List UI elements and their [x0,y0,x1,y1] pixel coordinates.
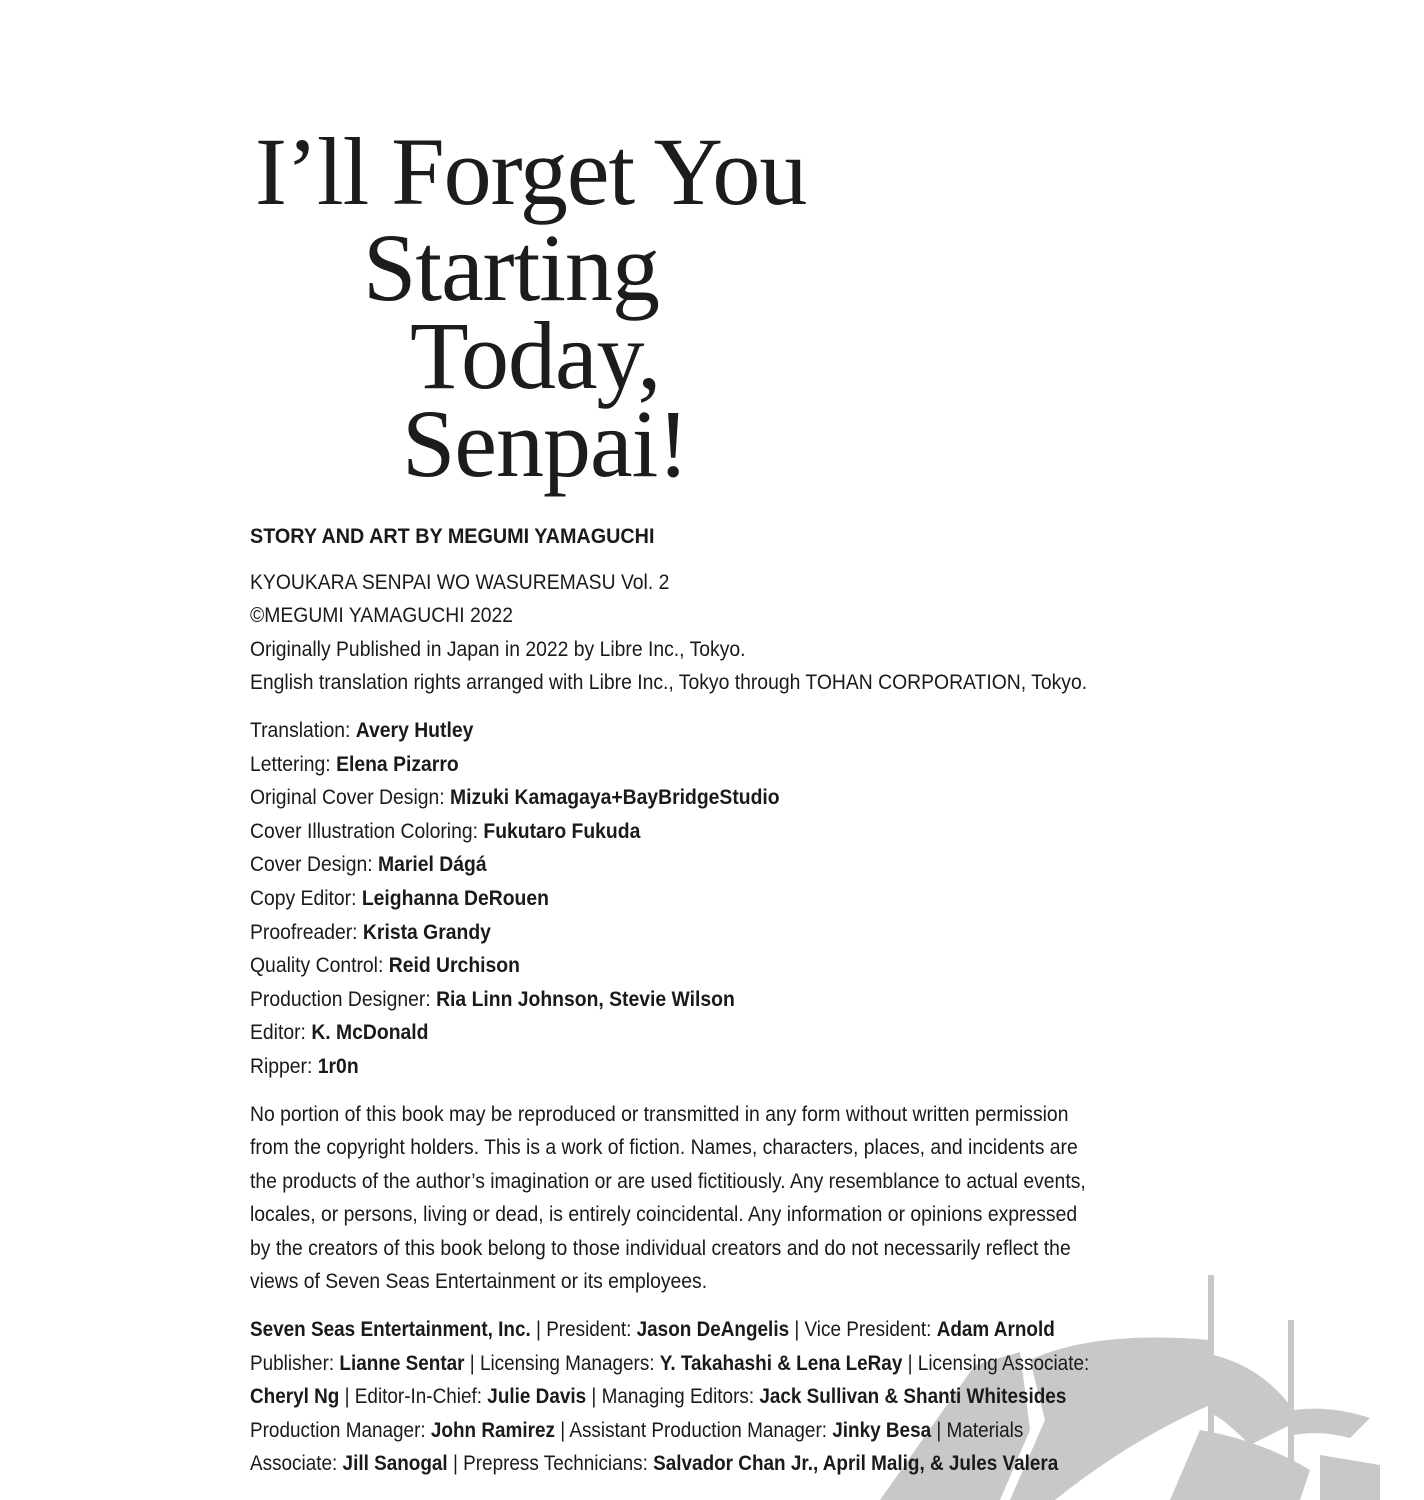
staff-name: Cheryl Ng [250,1384,340,1409]
disclaimer-line: views of Seven Seas Entertainment or its employees. [250,1269,708,1294]
staff-role: | President: [530,1317,637,1342]
company-name: Seven Seas Entertainment, Inc. [250,1317,531,1342]
staff-name: John Ramirez [430,1417,555,1442]
credit-role: Editor: [250,1020,312,1045]
credit-role: Lettering: [250,751,337,776]
title-line-2: Starting [363,214,659,321]
credit-translation [250,714,1053,748]
credit-name: Ria Linn Johnson, Stevie Wilson [436,986,735,1011]
credit-proofreader [250,916,1053,950]
credit-name: Reid Urchison [388,953,520,978]
staff-line [250,1313,1055,1347]
credit-role: Ripper: [250,1053,318,1078]
credits-list [250,714,1142,1084]
disclaimer-line: the products of the author’s imagination or are used fictitiously. Any resemblance to actual events, [250,1168,1086,1193]
credit-name: Avery Hutley [355,717,474,742]
credit-name: Mariel Dágá [377,852,487,877]
staff-role: Production Manager: [250,1417,431,1442]
staff-name: Y. Takahashi & Lena LeRay [659,1350,903,1375]
credit-lettering [250,748,1053,782]
staff-role: | Editor-In-Chief: [339,1384,488,1409]
rights-block [250,566,1142,700]
legal-disclaimer [250,1098,1142,1300]
credit-name: 1r0n [317,1053,359,1078]
staff-name: Julie Davis [487,1384,587,1409]
credit-quality-control [250,949,1053,983]
credit-name: Krista Grandy [362,919,491,944]
credit-copy-editor [250,882,1053,916]
staff-name: Adam Arnold [936,1317,1055,1342]
staff-role: Publisher: [250,1350,340,1375]
original-title-line: KYOUKARA SENPAI WO WASUREMASU Vol. 2 [250,569,670,594]
disclaimer-line: locales, or persons, living or dead, is entirely coincidental. Any information or opinions expressed [250,1202,1078,1227]
title-line-1: I’ll Forget You [255,118,807,225]
staff-line [250,1380,1067,1414]
credit-name: Mizuki Kamagaya+BayBridgeStudio [450,785,780,810]
copyright-line: ©MEGUMI YAMAGUCHI 2022 [250,603,514,628]
staff-name: Jinky Besa [832,1417,932,1442]
staff-role: | Assistant Production Manager: [554,1417,833,1442]
staff-name: Jack Sullivan & Shanti Whitesides [759,1384,1067,1409]
title-line-3: Today, [410,302,661,409]
disclaimer-line: No portion of this book may be reproduced or transmitted in any form without written permission [250,1101,1069,1126]
staff-role: | Prepress Technicians: [447,1451,654,1476]
credit-role: Translation: [250,717,356,742]
copyright-content [250,520,1142,1481]
original-publication-line: Originally Published in Japan in 2022 by Libre Inc., Tokyo. [250,636,746,661]
staff-line [250,1414,1035,1448]
credit-cover-design [250,848,1053,882]
credit-name: Leighanna DeRouen [361,885,549,910]
credit-production-designer [250,983,1053,1017]
staff-role: | Licensing Associate: [902,1350,1090,1375]
staff-role: | Licensing Managers: [464,1350,660,1375]
staff-role: | Vice President: [789,1317,937,1342]
staff-name: Jill Sanogal [342,1451,448,1476]
credit-role: Proofreader: [250,919,363,944]
credit-name: Elena Pizarro [336,751,459,776]
staff-line [250,1347,1090,1381]
credit-original-cover-design [250,781,1053,815]
staff-line [250,1447,1059,1481]
translation-rights-line: English translation rights arranged with Libre Inc., Tokyo through TOHAN CORPORATION, Tokyo. [250,670,1088,695]
credit-role: Copy Editor: [250,885,362,910]
staff-role: | Materials [931,1417,1024,1442]
staff-name: Lianne Sentar [339,1350,465,1375]
staff-role: | Managing Editors: [586,1384,760,1409]
credit-role: Quality Control: [250,953,389,978]
disclaimer-line: by the creators of this book belong to those individual creators and do not necessarily reflect the [250,1235,1071,1260]
credit-role: Production Designer: [250,986,437,1011]
credit-name: Fukutaro Fukuda [483,818,641,843]
staff-name: Salvador Chan Jr., April Malig, & Jules Valera [653,1451,1059,1476]
disclaimer-line: from the copyright holders. This is a work of fiction. Names, characters, places, and incidents are [250,1135,1078,1160]
credit-editor [250,1016,1053,1050]
staff-name: Jason DeAngelis [636,1317,790,1342]
credit-role: Original Cover Design: [250,785,451,810]
credit-role: Cover Illustration Coloring: [250,818,484,843]
credit-cover-coloring [250,815,1053,849]
staff-role: Associate: [250,1451,343,1476]
credit-name: K. McDonald [311,1020,429,1045]
byline: STORY AND ART BY MEGUMI YAMAGUCHI [250,524,655,548]
publisher-staff [250,1313,1142,1481]
title-line-4: Senpai! [402,390,689,497]
credit-ripper [250,1050,1053,1084]
credit-role: Cover Design: [250,852,378,877]
